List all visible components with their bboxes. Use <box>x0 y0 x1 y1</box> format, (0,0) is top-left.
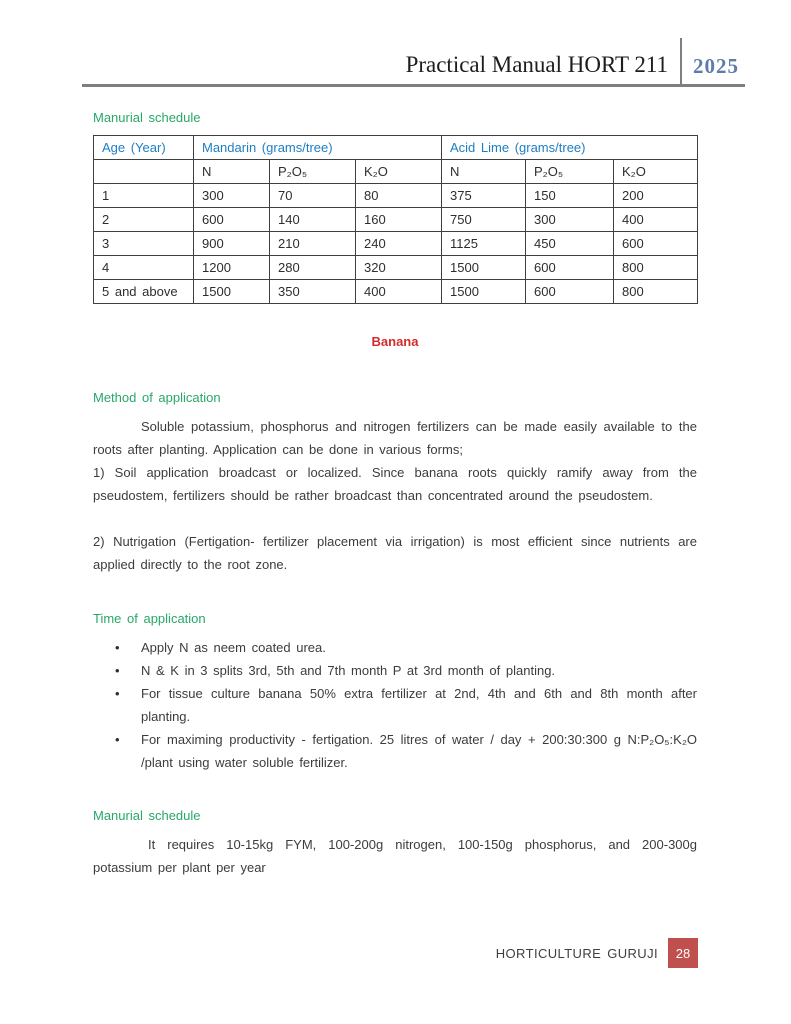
table-row <box>94 232 698 256</box>
col-header-p2o5-1: P₂O₅ <box>270 160 356 184</box>
table-cell: 210 <box>270 232 356 256</box>
time-bullet-list <box>93 636 697 774</box>
section-heading-method-of-application: Method of application <box>93 390 221 405</box>
table-cell: 1500 <box>442 280 526 304</box>
table-cell: 450 <box>526 232 614 256</box>
table-cell: 400 <box>356 280 442 304</box>
table-cell: 240 <box>356 232 442 256</box>
table-cell: 400 <box>614 208 698 232</box>
col-header-mandarin: Mandarin (grams/tree) <box>194 136 442 160</box>
table-cell: 5 and above <box>94 280 194 304</box>
table-cell: 320 <box>356 256 442 280</box>
table-cell: 800 <box>614 280 698 304</box>
section-heading-time-of-application: Time of application <box>93 611 206 626</box>
table-cell: 1 <box>94 184 194 208</box>
table-cell: 800 <box>614 256 698 280</box>
table-cell: 200 <box>614 184 698 208</box>
table-cell-empty <box>94 160 194 184</box>
table-cell: 1500 <box>194 280 270 304</box>
table-cell: 70 <box>270 184 356 208</box>
section-heading-banana: Banana <box>371 334 419 349</box>
manurial-schedule-table <box>93 135 698 304</box>
table-cell: 1500 <box>442 256 526 280</box>
col-header-p2o5-2: P₂O₅ <box>526 160 614 184</box>
table-cell: 280 <box>270 256 356 280</box>
content-column <box>93 106 697 879</box>
table-cell: 1200 <box>194 256 270 280</box>
section-heading-manurial-schedule-bottom: Manurial schedule <box>93 808 201 823</box>
col-header-k2o-2: K₂O <box>614 160 698 184</box>
footer-brand: HORTICULTURE GURUJI <box>495 945 658 961</box>
table-cell: 600 <box>526 280 614 304</box>
method-point-1: 1) Soil application broadcast or localized. Since banana roots quickly ramify away from the pseudostem, fertilizers should be rather broadcast than concentrated around the pseudostem. <box>93 465 697 503</box>
bullet-icon <box>115 659 141 682</box>
bullet-text: Apply N as neem coated urea. <box>141 640 326 655</box>
year-label: 2025 <box>693 54 739 78</box>
table-cell: 300 <box>526 208 614 232</box>
manual-title: Practical Manual HORT 211 <box>405 52 668 77</box>
table-row <box>94 184 698 208</box>
bullet-icon <box>115 636 141 659</box>
list-item <box>93 659 697 682</box>
bullet-text: N & K in 3 splits 3rd, 5th and 7th month P at 3rd month of planting. <box>141 663 556 678</box>
bullet-text: For tissue culture banana 50% extra fertilizer at 2nd, 4th and 6th and 8th month after planting. <box>141 686 697 724</box>
table-cell: 2 <box>94 208 194 232</box>
table-cell: 1125 <box>442 232 526 256</box>
table-cell: 4 <box>94 256 194 280</box>
table-header-row-groups <box>94 136 698 160</box>
table-cell: 600 <box>526 256 614 280</box>
table-cell: 80 <box>356 184 442 208</box>
table-cell: 300 <box>194 184 270 208</box>
col-header-n-1: N <box>194 160 270 184</box>
col-header-acid-lime: Acid Lime (grams/tree) <box>442 136 698 160</box>
list-item <box>93 682 697 728</box>
table-cell: 3 <box>94 232 194 256</box>
table-header-row-nutrients <box>94 160 698 184</box>
section-heading-manurial-schedule-top: Manurial schedule <box>93 110 201 125</box>
col-header-age: Age (Year) <box>94 136 194 160</box>
method-intro-paragraph: Soluble potassium, phosphorus and nitrogen fertilizers can be made easily available to the roots after planting. Application can be done in various forms; <box>93 419 697 457</box>
page-header <box>82 38 745 87</box>
table-cell: 900 <box>194 232 270 256</box>
list-item <box>93 728 697 774</box>
page-number-badge: 28 <box>668 938 698 968</box>
table-cell: 140 <box>270 208 356 232</box>
col-header-n-2: N <box>442 160 526 184</box>
list-item <box>93 636 697 659</box>
table-cell: 160 <box>356 208 442 232</box>
bullet-icon <box>115 728 141 774</box>
method-point-2: 2) Nutrigation (Fertigation- fertilizer placement via irrigation) is most efficient since nutrients are applied directly to the root zone. <box>93 534 697 572</box>
bullet-text: For maximing productivity - fertigation. 25 litres of water / day + 200:30:300 g N:P₂O₅:K₂O /plant using water soluble fertilizer. <box>141 732 697 770</box>
table-cell: 750 <box>442 208 526 232</box>
manurial-schedule-paragraph: It requires 10-15kg FYM, 100-200g nitrogen, 100-150g phosphorus, and 200-300g potassium per plant per year <box>93 837 697 875</box>
bullet-icon <box>115 682 141 728</box>
table-row <box>94 208 698 232</box>
table-cell: 600 <box>614 232 698 256</box>
page-footer <box>496 938 698 968</box>
col-header-k2o-1: K₂O <box>356 160 442 184</box>
table-row <box>94 256 698 280</box>
table-cell: 375 <box>442 184 526 208</box>
table-cell: 350 <box>270 280 356 304</box>
table-row <box>94 280 698 304</box>
table-cell: 600 <box>194 208 270 232</box>
table-cell: 150 <box>526 184 614 208</box>
